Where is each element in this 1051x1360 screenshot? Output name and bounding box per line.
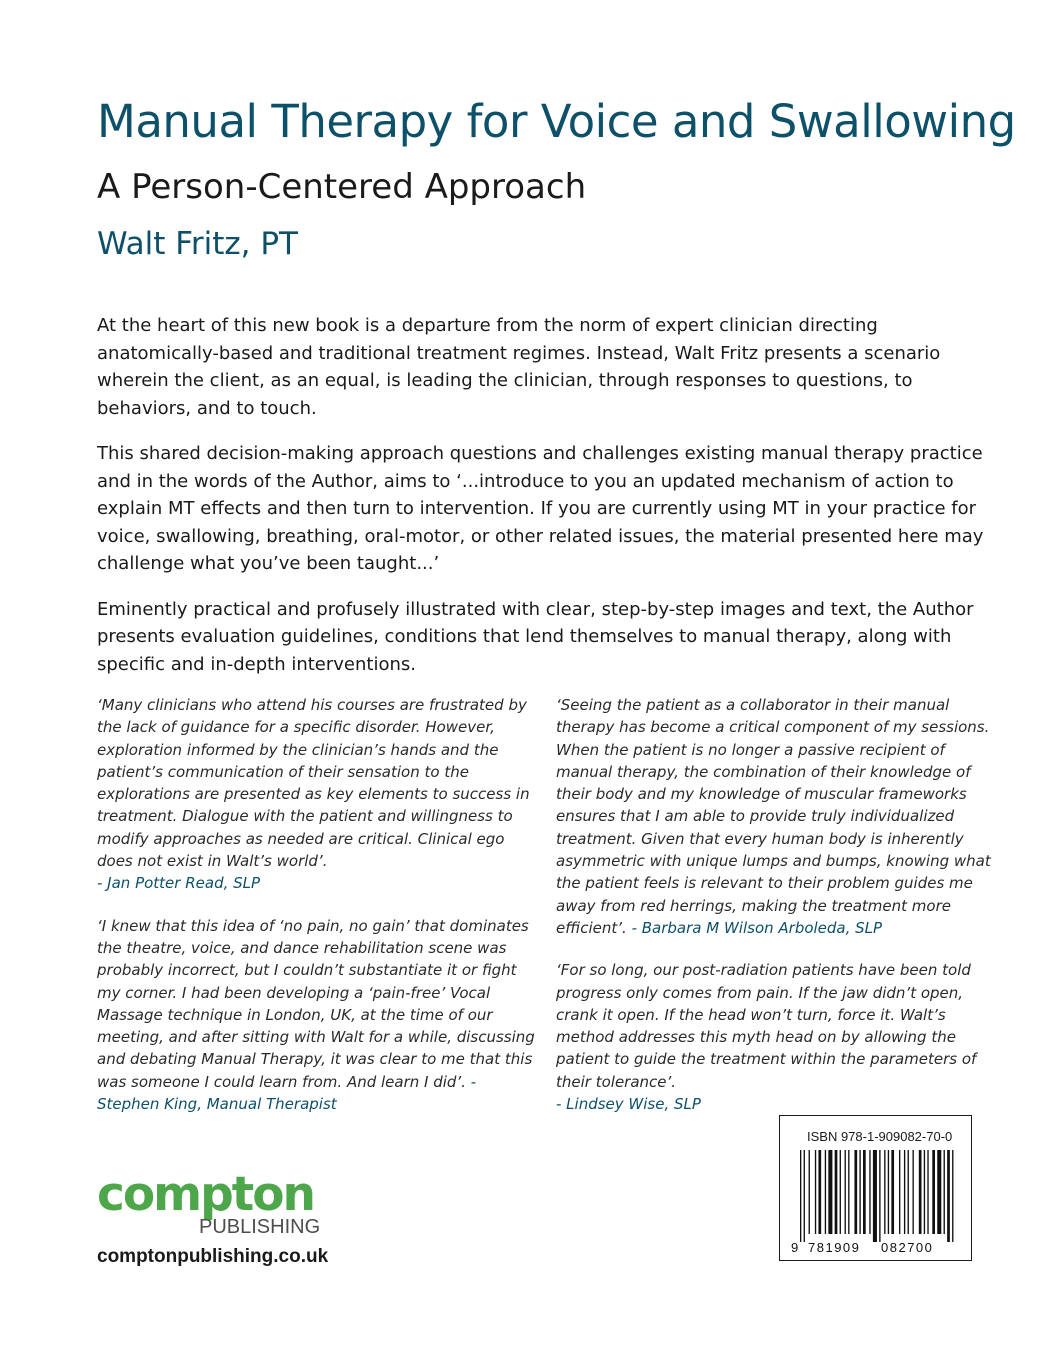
barcode-bar	[927, 1150, 928, 1234]
quote-text: ‘For so long, our post-radiation patients have been told progress only comes from pain. If the jaw didn’t open, crank it open. If the head won’t turn, force it. Walt’s method addresses this myth head on by allowing the patient to guide the treatment within the parameters of their tolerance’.	[556, 961, 977, 1091]
barcode-bar	[913, 1150, 914, 1234]
barcode-bar	[848, 1150, 849, 1234]
barcode-bar	[828, 1150, 832, 1234]
isbn-label: ISBN 978-1-909082-70-0	[807, 1129, 953, 1144]
barcode-bar	[884, 1150, 885, 1234]
barcode-bar	[859, 1150, 860, 1234]
barcode-bar	[891, 1150, 894, 1234]
barcode-digit-first: 9	[791, 1240, 799, 1255]
description-paragraph: Eminently practical and profusely illustrated with clear, step-by-step images and text, the Author presents evaluation guidelines, conditions that lend themselves to manual therapy, along with specific and in-depth interventions.	[97, 598, 974, 675]
quote-attribution: - Barbara M Wilson Arboleda, SLP	[631, 918, 883, 937]
logo-subtitle: PUBLISHING	[199, 1216, 321, 1238]
endorsement-quote	[97, 694, 537, 895]
isbn-barcode	[779, 1115, 972, 1261]
barcode-bar	[899, 1150, 900, 1234]
barcode-bar	[835, 1150, 838, 1234]
barcode-bar	[825, 1150, 826, 1234]
barcode-bar	[944, 1150, 945, 1234]
endorsement-quote	[97, 915, 537, 1116]
barcode-graphic	[788, 1150, 964, 1256]
book-subtitle: A Person-Centered Approach	[97, 167, 587, 207]
barcode-bars	[800, 1150, 953, 1242]
barcode-bar	[800, 1150, 801, 1242]
barcode-bar	[818, 1150, 821, 1234]
book-title: Manual Therapy for Voice and Swallowing	[97, 95, 1016, 148]
barcode-bar	[815, 1150, 816, 1234]
barcode-bar	[947, 1150, 950, 1242]
barcode-bar	[845, 1150, 846, 1234]
quote-attribution: - Lindsey Wise, SLP	[556, 1095, 701, 1114]
barcode-bar	[937, 1150, 941, 1234]
quote-attribution: - Stephen King, Manual Therapist	[97, 1072, 477, 1114]
endorsement-quote	[556, 694, 996, 939]
endorsement-quote	[556, 959, 996, 1115]
barcode-bar	[804, 1150, 805, 1242]
barcode-bar	[888, 1150, 889, 1234]
quote-text: ‘Many clinicians who attend his courses are frustrated by the lack of guidance for a specific disorder. However, exploration informed by the clinician’s hands and the patient’s communication of their sensation to the explorations are presented as key elements to success in treatment. Dialogue with the patient and willingness to modify approaches as needed are critical. Clinical ego does not exist in Walt’s world’.	[97, 696, 530, 871]
description-paragraph: At the heart of this new book is a departure from the norm of expert clinician directing anatomically-based and traditional treatment regimes. Instead, Walt Fritz presents a scenario wherein the client, as an equal, is leading the clinician, through responses to questions, to behaviors, and to touch.	[97, 315, 941, 419]
barcode-bar	[879, 1150, 880, 1242]
barcode-bar	[904, 1150, 905, 1234]
barcode-bar	[908, 1150, 909, 1234]
logo-wordmark: compton	[97, 1167, 314, 1222]
barcode-bar	[924, 1150, 925, 1234]
barcode-bar	[873, 1150, 877, 1242]
barcode-bar	[863, 1150, 866, 1234]
barcode-bar	[840, 1150, 841, 1234]
barcode-bar	[952, 1150, 953, 1242]
barcode-bar	[932, 1150, 935, 1234]
book-author: Walt Fritz, PT	[97, 226, 298, 262]
barcode-digits-right: 082700	[881, 1240, 934, 1255]
barcode-bar	[869, 1150, 870, 1234]
book-description	[97, 312, 997, 696]
endorsements-left-column	[97, 694, 537, 1135]
description-paragraph: This shared decision-making approach questions and challenges existing manual therapy practice and in the words of the Author, aims to ‘...introduce to you an updated mechanism of action to explain MT effects and then turn to intervention. If you are currently using MT in your practice for voice, swallowing, breathing, oral-motor, or other related issues, the material presented here may challenge what you’ve been taught...’	[97, 443, 984, 574]
barcode-digits-left: 781909	[808, 1240, 861, 1255]
quote-text: ‘I knew that this idea of ‘no pain, no gain’ that dominates the theatre, voice, and dance rehabilitation scene was probably incorrect, but I couldn’t substantiate it or fight my corner. I had been developing a ‘pain-free’ Vocal Massage technique in London, UK, at the time of our meeting, and after sitting with Walt for a while, discussing and debating Manual Therapy, it was clear to me that this was someone I could learn from. And learn I did’.	[97, 916, 535, 1091]
endorsements-right-column	[556, 694, 996, 1135]
publisher-logo	[97, 1167, 321, 1239]
publisher-website: comptonpublishing.co.uk	[97, 1246, 329, 1267]
barcode-bar	[809, 1150, 810, 1234]
barcode-bar	[854, 1150, 857, 1234]
quote-attribution: - Jan Potter Read, SLP	[97, 874, 261, 893]
barcode-bar	[919, 1150, 922, 1234]
quote-text: ‘Seeing the patient as a collaborator in their manual therapy has become a critical component of my sessions. When the patient is no longer a passive recipient of manual therapy, the combination of their knowledge of their body and my knowledge of muscular frameworks ensures that I am able to provide truly individualized treatment. Given that every human body is inherently asymmetric with unique lumps and bumps, knowing what the patient feels is relevant to their problem guides me away from red herrings, making the treatment more efficient’.	[556, 696, 991, 937]
